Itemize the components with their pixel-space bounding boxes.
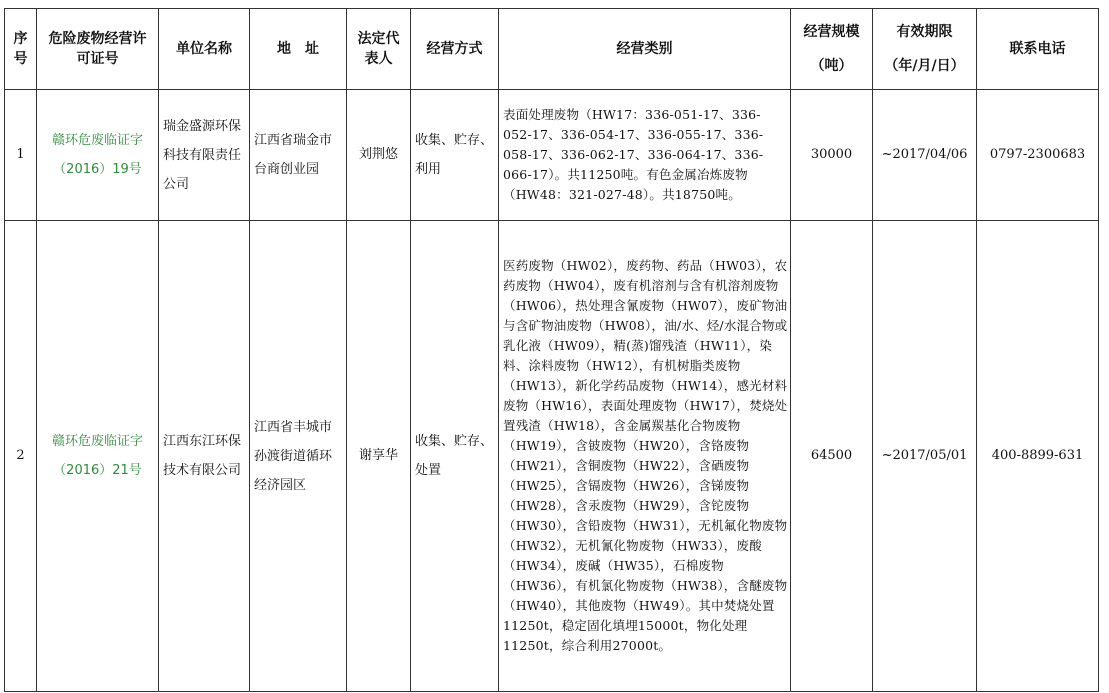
license-line2: （2016）21号 <box>53 463 142 478</box>
header-mode: 经营方式 <box>411 9 499 90</box>
license-line1: 赣环危废临证字 <box>51 133 143 148</box>
table-row <box>5 90 1099 221</box>
cell-unit: 瑞金盛源环保科技有限责任公司 <box>159 90 250 221</box>
cell-license <box>37 221 159 692</box>
header-valid-unit: （年/月/日） <box>884 58 965 74</box>
cell-mode: 收集、贮存、处置 <box>411 221 499 692</box>
table-row <box>5 221 1099 692</box>
license-line1: 赣环危废临证字 <box>51 434 143 449</box>
cell-scale: 64500 <box>791 221 873 692</box>
header-unit: 单位名称 <box>159 9 250 90</box>
header-scale <box>791 9 873 90</box>
cell-rep: 谢享华 <box>347 221 411 692</box>
cell-category: 医药废物（HW02），废药物、药品（HW03），农药废物（HW04），废有机溶剂与含有机溶剂废物（HW06），热处理含氰废物（HW07），废矿物油与含矿物油废物（HW08），油/水、烃/水混合物或乳化液（HW09），精(蒸)馏残渣（HW11），染料、涂料废物（HW12），有机树脂类废物（HW13），新化学药品废物（HW14），感光材料废物（HW16），表面处理废物（HW17），焚烧处置残渣（HW18），含金属羰基化合物废物（HW19），含铍废物（HW20），含铬废物（HW21），含铜废物（HW22），含硒废物（HW25），含镉废物（HW26），含锑废物（HW28），含汞废物（HW29），含铊废物（HW30），含铅废物（HW31），无机氟化物废物（HW32），无机氰化物废物（HW33），废酸（HW34），废碱（HW35），石棉废物（HW36），有机氯化物废物（HW38），含醚废物（HW40），其他废物（HW49）。其中焚烧处置11250t，稳定固化填埋15000t，物化处理11250t，综合利用27000t。 <box>499 221 791 692</box>
header-category: 经营类别 <box>499 9 791 90</box>
cell-scale: 30000 <box>791 90 873 221</box>
cell-seq: 2 <box>5 221 37 692</box>
header-scale-title: 经营规模 <box>803 24 860 40</box>
header-valid <box>873 9 977 90</box>
cell-category: 表面处理废物（HW17：336-051-17、336-052-17、336-054-17、336-055-17、336-058-17、336-062-17、336-064-17、336-066-17）。共11250吨。有色金属冶炼废物（HW48：321-027-48）。共18750吨。 <box>499 90 791 221</box>
cell-address: 江西省瑞金市台商创业园 <box>250 90 347 221</box>
header-row <box>5 9 1099 90</box>
cell-rep: 刘荆悠 <box>347 90 411 221</box>
permit-table <box>4 8 1099 692</box>
header-valid-title: 有效期限 <box>896 24 953 40</box>
header-phone: 联系电话 <box>977 9 1099 90</box>
cell-valid: ~2017/04/06 <box>873 90 977 221</box>
cell-mode: 收集、贮存、利用 <box>411 90 499 221</box>
header-scale-unit: （吨） <box>810 58 853 74</box>
cell-phone: 0797-2300683 <box>977 90 1099 221</box>
cell-phone: 400-8899-631 <box>977 221 1099 692</box>
cell-seq: 1 <box>5 90 37 221</box>
cell-address: 江西省丰城市孙渡街道循环经济园区 <box>250 221 347 692</box>
header-address: 地 址 <box>250 9 347 90</box>
license-line2: （2016）19号 <box>53 162 142 177</box>
header-seq: 序号 <box>5 9 37 90</box>
cell-unit: 江西东江环保技术有限公司 <box>159 221 250 692</box>
cell-license <box>37 90 159 221</box>
header-license: 危险废物经营许可证号 <box>37 9 159 90</box>
cell-valid: ~2017/05/01 <box>873 221 977 692</box>
header-rep: 法定代表人 <box>347 9 411 90</box>
